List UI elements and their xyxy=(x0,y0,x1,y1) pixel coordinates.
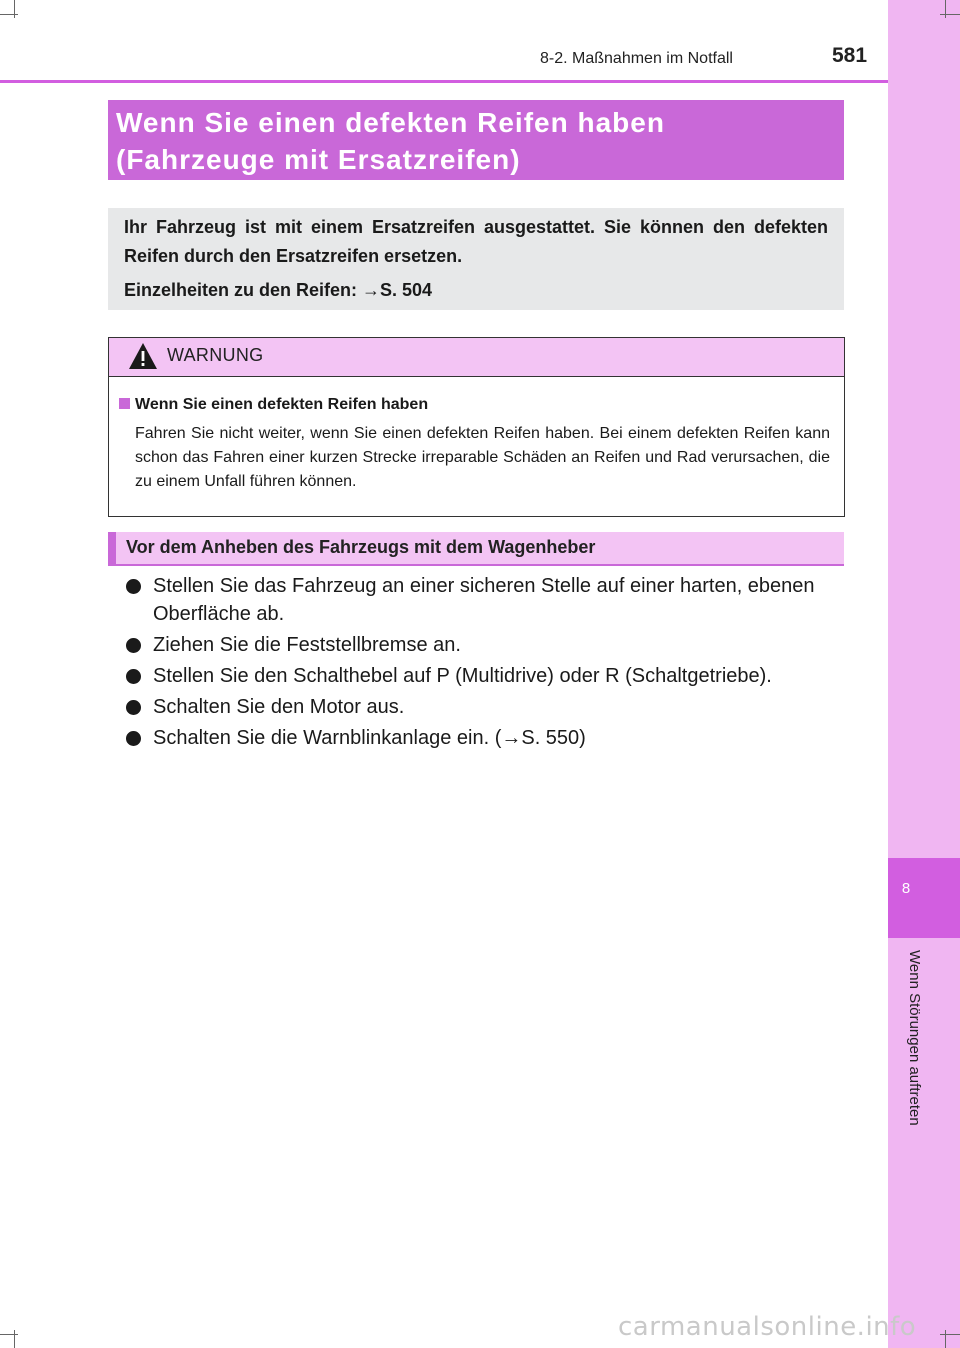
list-item-text: Stellen Sie das Fahrzeug an einer sicheren Stelle auf einer harten, ebenen Oberfläche ab. xyxy=(153,575,815,625)
intro-box xyxy=(108,208,844,310)
warning-text: Fahren Sie nicht weiter, wenn Sie einen defekten Reifen haben. Bei einem defekten Reifen kann schon das Fahren einer kurzen Strecke irreparable Schäden an Reifen und Rad verursachen, die zu einem Unfall führen können. xyxy=(135,425,830,490)
page-number: 581 xyxy=(832,44,868,67)
warning-title: WARNUNG xyxy=(167,345,264,365)
bullet-icon xyxy=(126,638,141,653)
list-item xyxy=(126,631,844,659)
square-bullet-icon xyxy=(119,398,130,409)
intro-text: Ihr Fahrzeug ist mit einem Ersatzreifen ausgestattet. Sie können den defekten Reifen durch den Ersatzreifen ersetzen. xyxy=(124,217,828,266)
section-header: 8-2. Maßnahmen im Notfall xyxy=(540,50,733,67)
warning-header xyxy=(109,338,844,377)
crop-mark xyxy=(0,1334,18,1335)
list-item-text: Stellen Sie den Schalthebel auf P (Multidrive) oder R (Schaltgetriebe). xyxy=(153,665,772,687)
section-heading-text: Vor dem Anheben des Fahrzeugs mit dem Wagenheber xyxy=(126,537,596,557)
warning-subheading-text: Wenn Sie einen defekten Reifen haben xyxy=(135,396,429,413)
crop-mark xyxy=(945,1330,946,1348)
list-item xyxy=(126,693,844,721)
crop-mark xyxy=(945,0,946,18)
bullet-icon xyxy=(126,700,141,715)
list-item xyxy=(126,724,844,752)
bullet-icon xyxy=(126,669,141,684)
section-heading xyxy=(108,532,844,566)
header-rule xyxy=(0,80,888,83)
warning-body xyxy=(109,377,844,494)
list-item xyxy=(126,662,844,690)
warning-subheading xyxy=(119,394,830,416)
warning-box xyxy=(108,337,845,517)
bullet-icon xyxy=(126,579,141,594)
warning-triangle-icon xyxy=(128,342,158,370)
bullet-icon xyxy=(126,731,141,746)
bullet-list xyxy=(126,572,844,755)
chapter-number: 8 xyxy=(901,880,911,897)
list-item-text[interactable]: Schalten Sie die Warnblinkanlage ein. (→S. 550) xyxy=(153,727,586,749)
title-line-2: (Fahrzeuge mit Ersatzreifen) xyxy=(116,144,521,175)
list-item-text: Schalten Sie den Motor aus. xyxy=(153,696,405,718)
list-item xyxy=(126,572,844,628)
watermark: carmanualsonline.info xyxy=(618,1312,917,1342)
page-title xyxy=(108,100,844,180)
crop-mark xyxy=(940,1334,960,1335)
list-item-text: Ziehen Sie die Feststellbremse an. xyxy=(153,634,461,656)
crop-mark xyxy=(940,14,960,15)
chapter-label: Wenn Störungen auftreten xyxy=(906,950,923,1126)
chapter-tab[interactable] xyxy=(888,858,960,938)
crop-mark xyxy=(0,14,18,15)
crop-mark xyxy=(14,0,15,18)
intro-reference[interactable]: Einzelheiten zu den Reifen: →S. 504 xyxy=(124,280,433,300)
title-line-1: Wenn Sie einen defekten Reifen haben xyxy=(116,107,665,138)
crop-mark xyxy=(14,1330,15,1348)
